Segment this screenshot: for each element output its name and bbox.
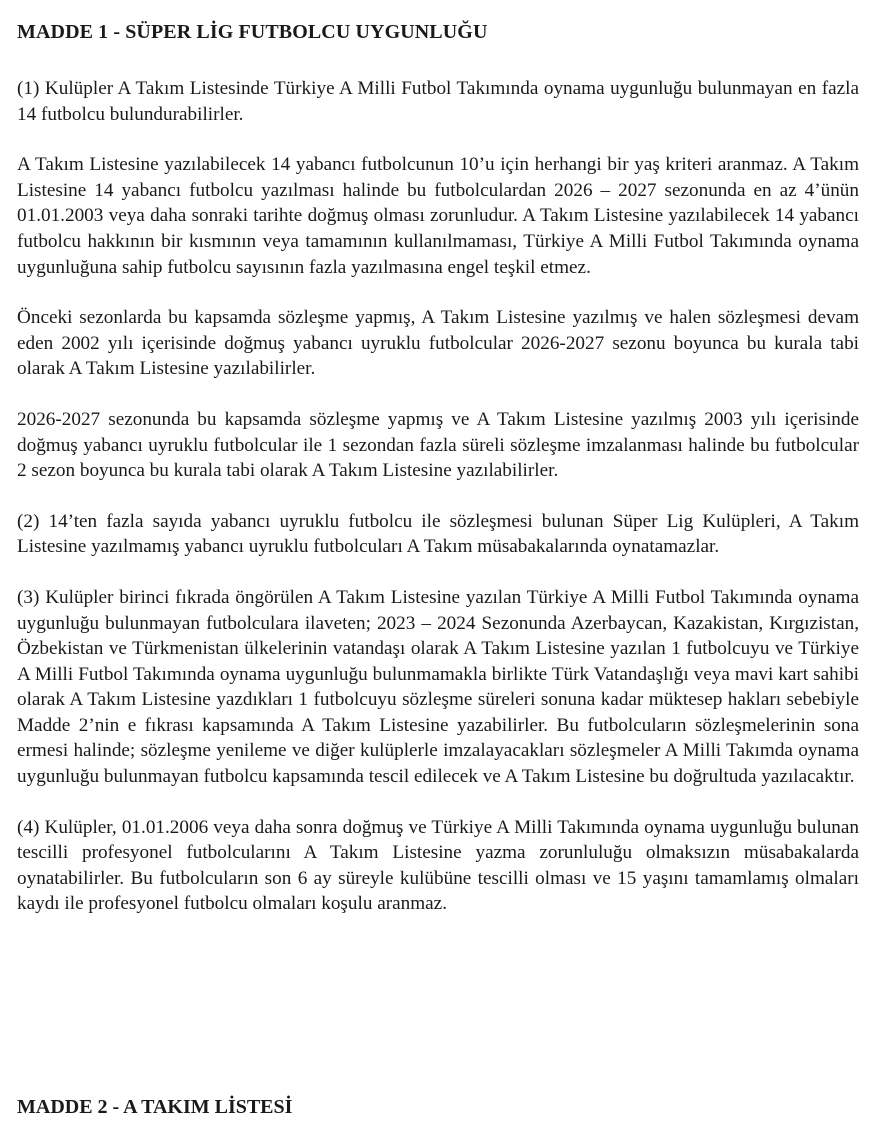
article-1-title: MADDE 1 - SÜPER LİG FUTBOLCU UYGUNLUĞU bbox=[17, 21, 488, 43]
paragraph-1: (1) Kulüpler A Takım Listesinde Türkiye A Milli Futbol Takımında oynama uygunluğu bulunmayan en fazla 14 futbolcu bulundurabilirler. bbox=[17, 78, 859, 125]
paragraph-4: 2026-2027 sezonunda bu kapsamda sözleşme yapmış ve A Takım Listesine yazılmış 2003 yılı içerisinde doğmuş yabancı uyruklu futbolcular ile 1 sezondan fazla süreli sözleşme imzalanması halinde bu futbolcular 2 sezon boyunca bu kurala tabi olarak A Takım Listesine yazılabilirler. bbox=[17, 408, 859, 482]
paragraph-5: (2) 14’ten fazla sayıda yabancı uyruklu futbolcu ile sözleşmesi bulunan Süper Lig Kulüpleri, A Takım Listesine yazılmamış yabancı uyruklu futbolcuları A Takım müsabakalarında oynatamazlar. bbox=[17, 510, 859, 558]
paragraph-2: A Takım Listesine yazılabilecek 14 yabancı futbolcunun 10’u için herhangi bir yaş kriteri aranmaz. A Takım Listesine 14 yabancı futbolcu yazılması halinde bu futbolculardan 2026 – 2027 sezonunda en az 4’ünün 01.01.2003 veya daha sonraki tarihte doğmuş olması zorunludur. A Takım Listesine yazılabilecek 14 yabancı futbolcu hakkının bir kısmının veya tamamının kullanılmaması, Türkiye A Milli Futbol Takımında oynama uygunluğuna sahip futbolcu sayısının fazla yazılmasına engel teşkil etmez. bbox=[17, 154, 859, 278]
document-page bbox=[17, 18, 859, 942]
paragraph-6: (3) Kulüpler birinci fıkrada öngörülen A Takım Listesine yazılan Türkiye A Milli Futbol Takımında oynama uygunluğu bulunmayan futbolculara ilaveten; 2023 – 2024 Sezonunda Azerbaycan, Kazakistan, Kırgızistan, Özbekistan ve Türkmenistan ülkelerinin vatandaşı olarak A Takım Listesine yazılan 1 futbolcuyu ve Türkiye A Milli Futbol Takımında oynama uygunluğu bulunmamakla birlikte Türk Vatandaşlığı veya mavi kart sahibi olarak A Takım Listesine yazdıkları 1 futbolcuyu sözleşme süreleri sonuna kadar müktesep hakları sebebiyle Madde 2’nin e fıkrası kapsamında A Takım Listesine yazabilirler. Bu futbolcuların sözleşmelerinin sona ermesi halinde; sözleşme yenileme ve diğer kulüplerle imzalayacakları sözleşmeler A Milli Takımda oynama uygunluğu bulunmayan futbolcu kapsamında tescil edilecek ve A Takım Listesine bu doğrultuda yazılacaktır. bbox=[17, 586, 859, 788]
paragraph-7: (4) Kulüpler, 01.01.2006 veya daha sonra doğmuş ve Türkiye A Milli Takımında oynama uygunluğu bulunan tescilli profesyonel futbolcularını A Takım Listesine yazma zorunluluğu olmaksızın müsabakalarda oynatabilirler. Bu futbolcuların son 6 ay süreyle kulübüne tescilli olması ve 15 yaşını tamamlamış olmaları kaydı ile profesyonel futbolcu olmaları koşulu aranmaz. bbox=[17, 816, 859, 915]
paragraph-3: Önceki sezonlarda bu kapsamda sözleşme yapmış, A Takım Listesine yazılmış ve halen sözleşmesi devam eden 2002 yılı içerisinde doğmuş yabancı uyruklu futbolcular 2026-2027 sezonu boyunca bu kurala tabi olarak A Takım Listesine yazılabilirler. bbox=[17, 307, 859, 380]
article-2-title-cut-off: MADDE 2 - A TAKIM LİSTESİ bbox=[17, 1096, 293, 1118]
